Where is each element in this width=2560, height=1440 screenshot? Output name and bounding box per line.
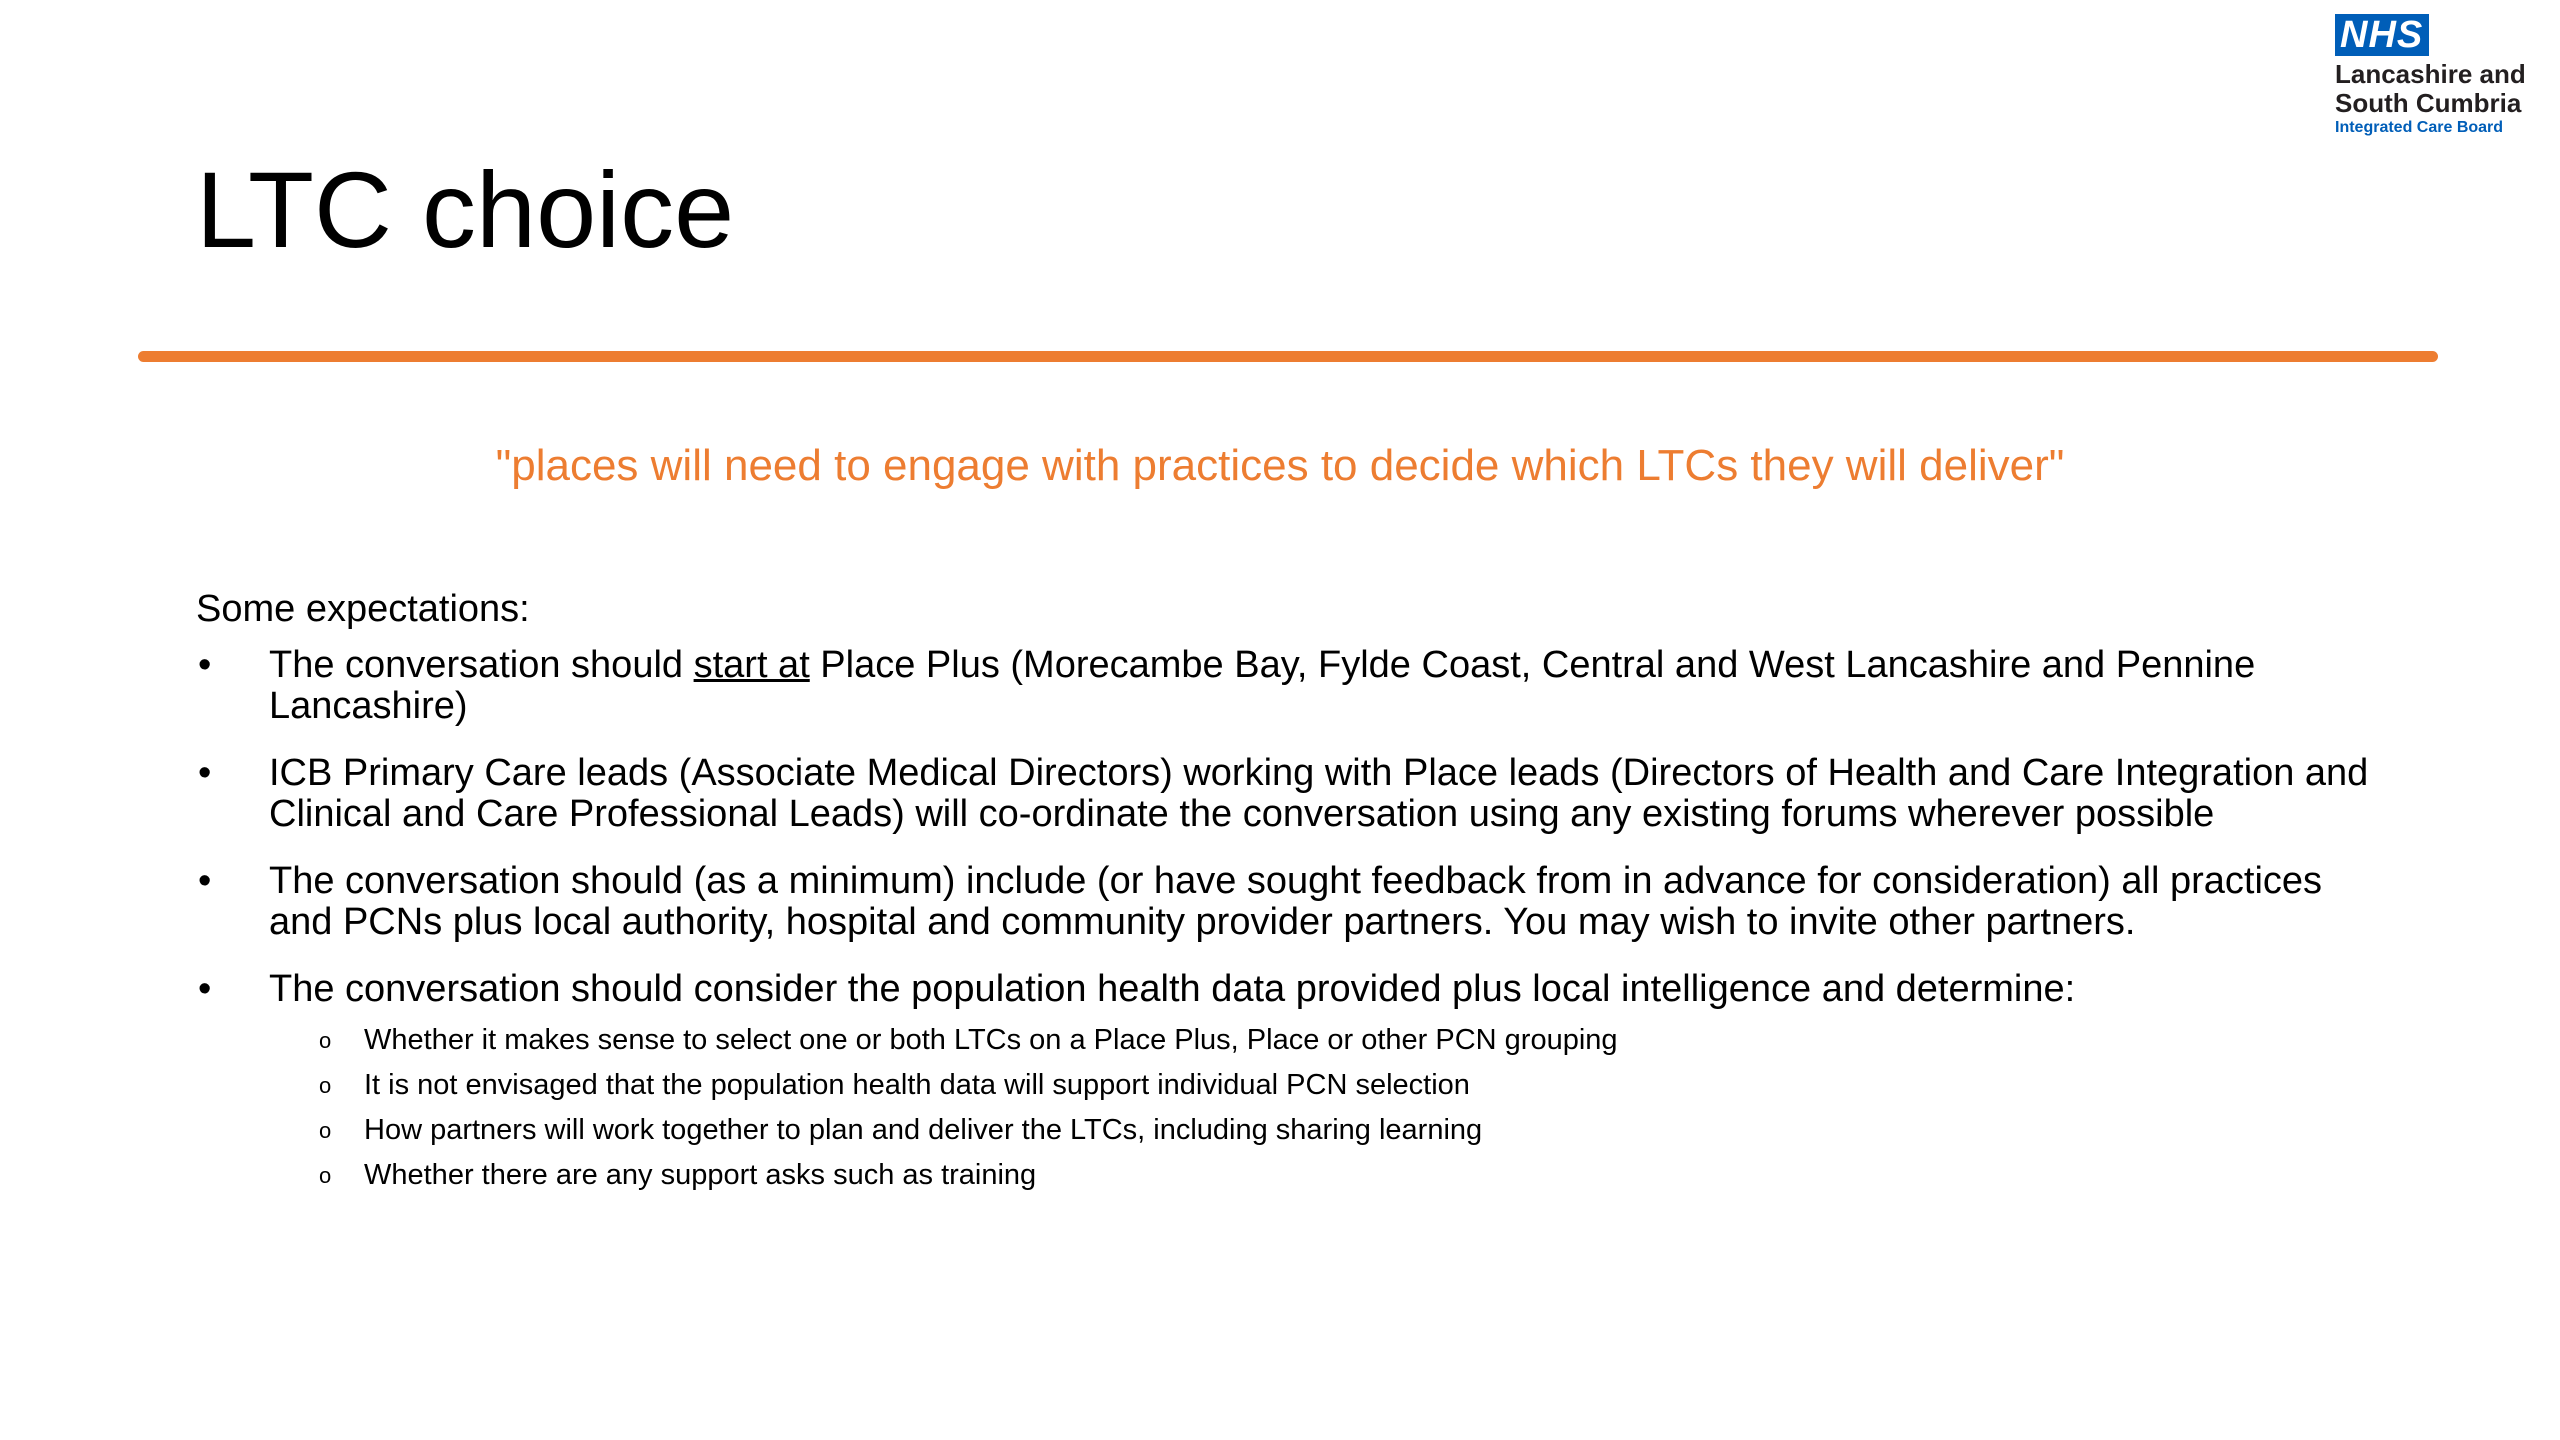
sub-list-item	[269, 1153, 2376, 1198]
list-item-text-start: The conversation should	[269, 644, 694, 686]
title-divider	[138, 351, 2438, 362]
circle-bullet-icon: o	[319, 1028, 332, 1053]
list-item-text: The conversation should (as a minimum) include (or have sought feedback from in advance for consideration) all practices and PCNs plus local authority, hospital and community provider partners. You may wish to invite other partners.	[269, 860, 2323, 943]
sub-list-item	[269, 1063, 2376, 1108]
bullet-icon: •	[198, 644, 212, 686]
circle-bullet-icon: o	[319, 1163, 332, 1188]
list-item-text: The conversation should consider the population health data provided plus local intelligence and determine:	[269, 968, 2076, 1010]
list-item	[196, 753, 2376, 835]
nhs-logo	[2335, 14, 2545, 138]
sub-list	[269, 1018, 2376, 1198]
sub-list-item	[269, 1018, 2376, 1063]
list-item	[196, 645, 2376, 727]
slide-title: LTC choice	[196, 149, 735, 270]
list-item	[196, 969, 2376, 1198]
logo-org-line-1: Lancashire and	[2335, 59, 2526, 89]
sub-list-item-text: Whether there are any support asks such as training	[364, 1159, 1037, 1191]
list-item	[196, 861, 2376, 943]
intro-text: Some expectations:	[196, 588, 530, 630]
bullet-icon: •	[198, 860, 212, 902]
bullet-icon: •	[198, 968, 212, 1010]
logo-org-subline: Integrated Care Board	[2335, 119, 2504, 136]
slide-body	[196, 585, 2376, 1224]
logo-org-line-2: South Cumbria	[2335, 88, 2522, 118]
nhs-badge: NHS	[2335, 14, 2429, 56]
slide-quote: "places will need to engage with practices to decide which LTCs they will deliver"	[495, 441, 2065, 490]
sub-list-item	[269, 1108, 2376, 1153]
sub-list-item-text: It is not envisaged that the population health data will support individual PCN selection	[364, 1069, 1470, 1101]
circle-bullet-icon: o	[319, 1073, 332, 1098]
expectations-list	[196, 645, 2376, 1198]
list-item-underlined-text: start at	[693, 644, 810, 686]
bullet-icon: •	[198, 752, 212, 794]
list-item-text-end: Place Plus (Morecambe Bay, Fylde Coast, Central and West Lancashire and Pennine Lancashire)	[269, 644, 2256, 727]
sub-list-item-text: How partners will work together to plan and deliver the LTCs, including sharing learning	[364, 1114, 1483, 1146]
list-item-text: ICB Primary Care leads (Associate Medical Directors) working with Place leads (Directors of Health and Care Integration and Clinical and Care Professional Leads) will co-ordinate the conversation using any existing forums wherever possible	[269, 752, 2369, 835]
circle-bullet-icon: o	[319, 1118, 332, 1143]
sub-list-item-text: Whether it makes sense to select one or both LTCs on a Place Plus, Place or other PCN grouping	[364, 1024, 1618, 1056]
